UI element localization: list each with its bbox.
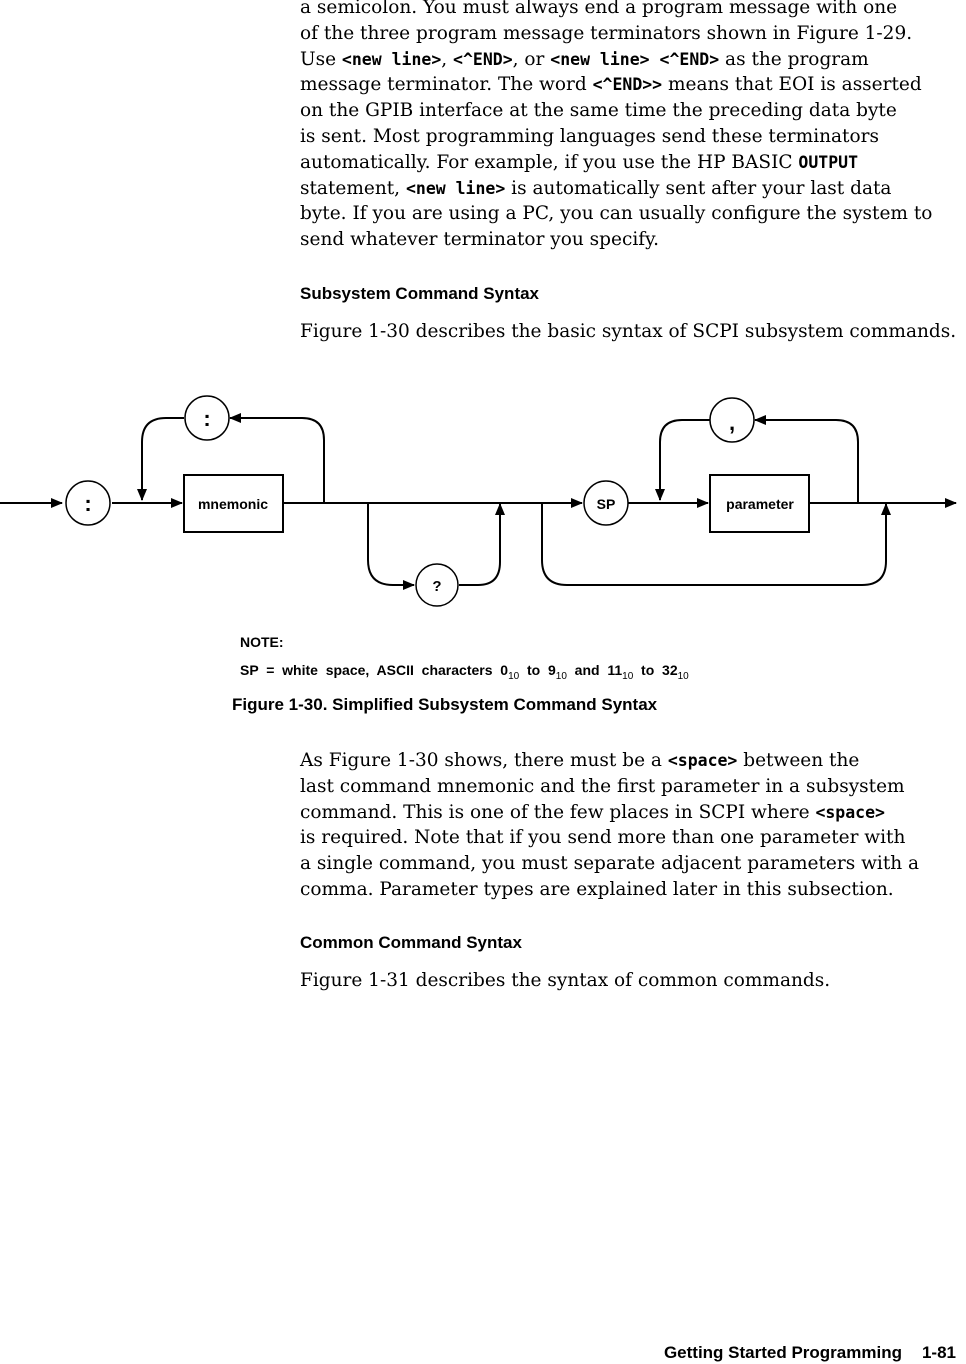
loop-colon-left bbox=[142, 418, 184, 500]
text-line: message terminator. The word <^END>> means that EOI is asserted bbox=[300, 74, 922, 96]
bypass-parameters bbox=[542, 503, 886, 585]
text-line: last command mnemonic and the first parameter in a subsystem bbox=[300, 775, 905, 797]
after-paragraph bbox=[300, 748, 966, 903]
query-label: ? bbox=[432, 578, 442, 595]
text-line: automatically. For example, if you use the HP BASIC OUTPUT bbox=[300, 151, 859, 173]
branch-query-out bbox=[459, 504, 500, 585]
text-line: is required. Note that if you send more than one parameter with bbox=[300, 827, 906, 849]
note-line: SP = white space, ASCII characters $0_{10}$ to $9_{10}$ and $11_{10}$ to $32_{10}$ bbox=[240, 662, 689, 682]
text-line: Use <new line>, <^END>, or <new line> <^END> as the program bbox=[300, 48, 869, 70]
comma-label: , bbox=[728, 410, 736, 435]
text-line: of the three program message terminators shown in Figure 1-29. bbox=[300, 22, 913, 44]
branch-query-in bbox=[368, 503, 414, 585]
subsystem-heading: Subsystem Command Syntax bbox=[300, 284, 540, 303]
text-line: a semicolon. You must always end a program message with one bbox=[300, 0, 898, 18]
loop-comma-right bbox=[755, 420, 858, 503]
text-line: command. This is one of the few places in SCPI where <space> bbox=[300, 801, 885, 823]
footer-title: Getting Started Programming bbox=[663, 1343, 902, 1362]
loop-comma-left bbox=[660, 420, 710, 500]
text-line: a single command, you must separate adjacent parameters with a bbox=[300, 853, 920, 875]
text-line: send whatever terminator you specify. bbox=[300, 229, 659, 251]
page-footer bbox=[664, 1343, 956, 1363]
loop-colon-right bbox=[230, 418, 324, 503]
syntax-diagram bbox=[0, 380, 966, 610]
page-number: 1-81 bbox=[921, 1343, 956, 1362]
text-line: comma. Parameter types are explained later in this subsection. bbox=[300, 878, 894, 900]
common-heading: Common Command Syntax bbox=[300, 933, 522, 952]
intro-paragraph bbox=[300, 0, 966, 253]
sp-label: SP bbox=[596, 496, 616, 512]
text-line: As Figure 1-30 shows, there must be a <space> between the bbox=[300, 750, 860, 771]
mnemonic-label: mnemonic bbox=[197, 496, 269, 512]
colon-label: : bbox=[84, 491, 92, 516]
subsystem-intro: Figure 1-30 describes the basic syntax of SCPI subsystem commands. bbox=[300, 321, 957, 342]
parameter-label: parameter bbox=[726, 496, 794, 512]
text-line: byte. If you are using a PC, you can usually configure the system to bbox=[300, 203, 933, 225]
colon-loop-label: : bbox=[203, 406, 211, 431]
note-heading: NOTE: bbox=[240, 634, 284, 650]
common-intro: Figure 1-31 describes the syntax of common commands. bbox=[300, 970, 831, 991]
text-line: on the GPIB interface at the same time the preceding data byte bbox=[300, 100, 897, 122]
figure-caption: Figure 1-30. Simplified Subsystem Command Syntax bbox=[232, 695, 658, 714]
text-line: is sent. Most programming languages send these terminators bbox=[300, 125, 879, 147]
text-line: statement, <new line> is automatically sent after your last data bbox=[300, 177, 892, 199]
